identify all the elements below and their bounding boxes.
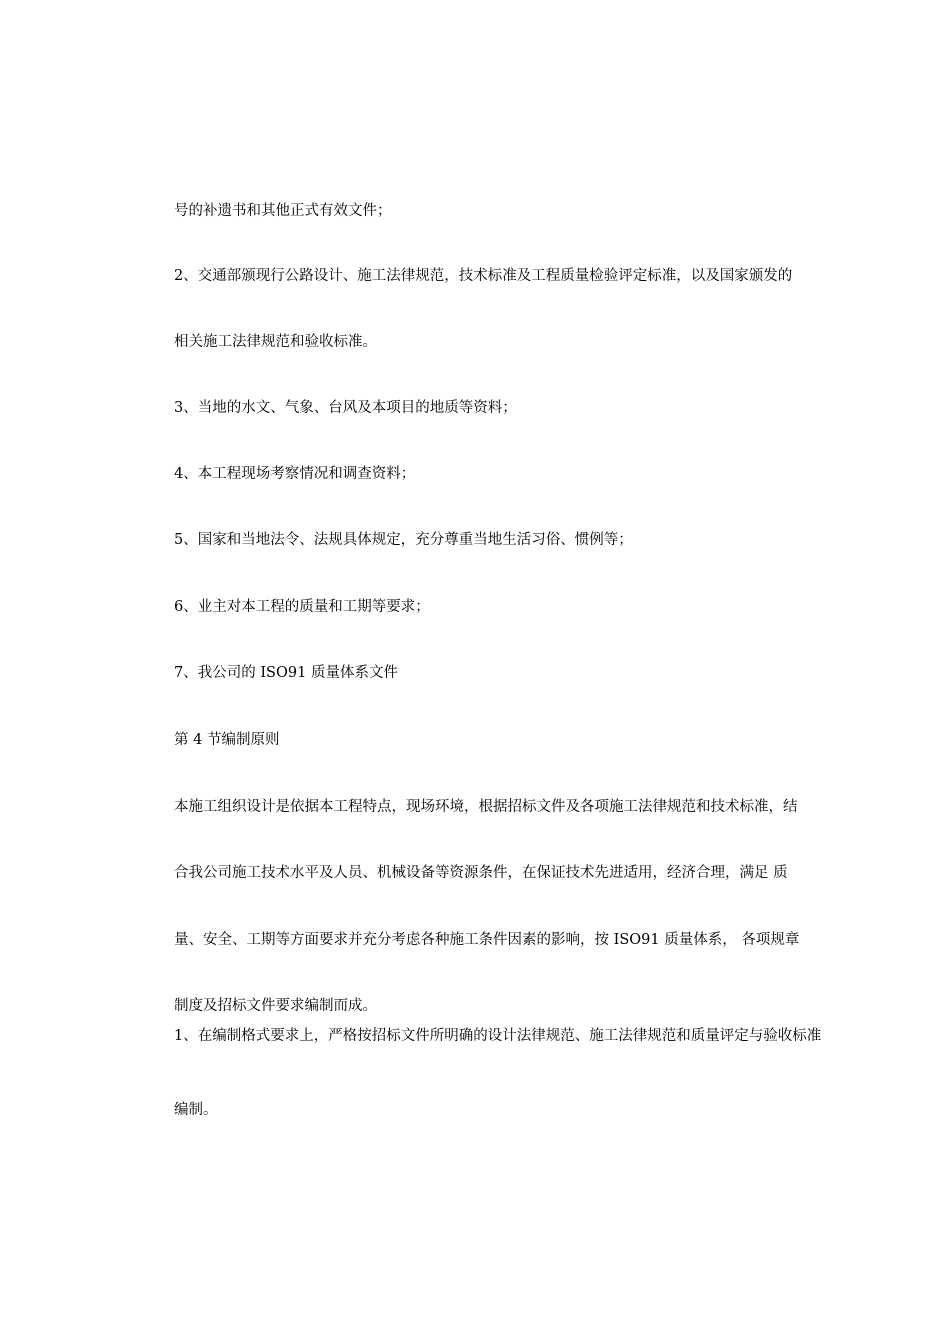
- paragraph-line: 相关施工法律规范和验收标准。: [174, 334, 377, 350]
- paragraph-line: 量、安全、工期等方面要求并充分考虑各种施工条件因素的影响，按 ISO91 质量体系， 各项规章: [174, 932, 800, 948]
- list-item-1: 1、在编制格式要求上，严格按招标文件所明确的设计法律规范、施工法律规范和质量评定与验收标准: [174, 1028, 822, 1044]
- paragraph-line: 本施工组织设计是依据本工程特点，现场环境，根据招标文件及各项施工法律规范和技术标准，结: [174, 799, 798, 815]
- section-heading: 第 4 节编制原则: [174, 732, 280, 748]
- paragraph-line: 合我公司施工技术水平及人员、机械设备等资源条件，在保证技术先进适用，经济合理，满足 质: [174, 865, 788, 881]
- list-item-6: 6、业主对本工程的质量和工期等要求；: [174, 599, 430, 615]
- paragraph-line: 号的补遗书和其他正式有效文件；: [174, 203, 392, 219]
- paragraph-line: 制度及招标文件要求编制而成。: [174, 998, 377, 1014]
- list-item-7: 7、我公司的 ISO91 质量体系文件: [174, 665, 398, 681]
- list-item-4: 4、本工程现场考察情况和调查资料；: [174, 466, 416, 482]
- list-item-3: 3、当地的水文、气象、台风及本项目的地质等资料；: [174, 400, 517, 416]
- list-item-2: 2、交通部颁现行公路设计、施工法律规范，技术标准及工程质量检验评定标准，以及国家颁发的: [174, 268, 793, 284]
- paragraph-line: 编制。: [174, 1102, 218, 1118]
- list-item-5: 5、国家和当地法令、法规具体规定，充分尊重当地生活习俗、惯例等；: [174, 532, 633, 548]
